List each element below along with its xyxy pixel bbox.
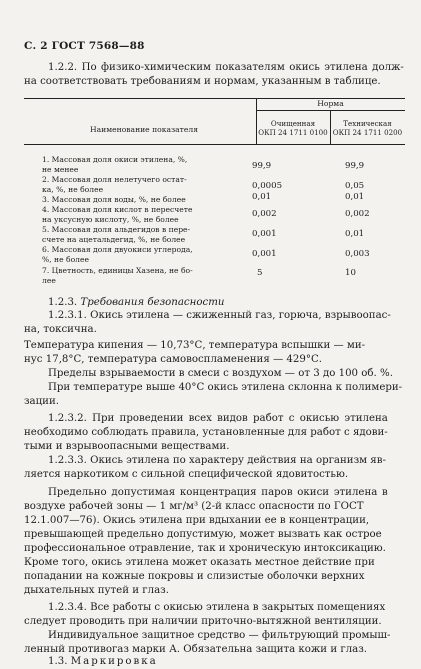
column-header-purified <box>256 120 330 137</box>
table-row-label: 1. Массовая доля окиси этилена, %, не менее <box>42 155 188 174</box>
para-1-2-3-2-line-2: необходимо соблюдать правила, установленные для работ с ядови- <box>24 427 388 438</box>
table-cell-purified: 0,01 <box>252 192 272 202</box>
pdk-line-5: профессиональное отравление, так и хроническую интоксикацию. <box>24 543 386 554</box>
column-header-norm: Норма <box>317 99 344 108</box>
table-row-label: 4. Массовая доля кислот в пересчете на уксусную кислоту, %, не более <box>42 205 193 224</box>
table-cell-purified: 0,001 <box>252 229 277 239</box>
para-1-2-3-2-line-1: 1.2.3.2. При проведении всех видов работ с окисью этилена <box>48 413 388 424</box>
table-row-label: 2. Массовая доля нелетучего остат- ка, %, не более <box>42 175 187 194</box>
polymer-line-1: При температуре выше 40°С окись этилена склонна к полимери- <box>48 382 403 393</box>
para-1-2-3-3-line-1: 1.2.3.3. Окись этилена по характеру действия на организм яв- <box>48 455 386 466</box>
table-row-label: 5. Массовая доля альдегидов в пере- счете на ацетальдегид, %, не более <box>42 225 191 244</box>
table-cell-purified: 99,9 <box>252 161 272 171</box>
purified-label: Очищенная <box>270 119 316 128</box>
para-1-2-3-4-line-1: 1.2.3.4. Все работы с окисью этилена в закрытых помещениях <box>48 602 386 613</box>
table-cell-purified: 5 <box>257 268 263 278</box>
table-cell-technical: 0,05 <box>345 181 365 191</box>
temps-line-2: нус 17,8°С, температура самовоспламенения — 429°С. <box>24 354 323 365</box>
polymer-line-2: зации. <box>24 396 59 407</box>
pdk-line-8: дыхательных путей и глаз. <box>24 585 169 596</box>
table-row-label: 6. Массовая доля двуокиси углерода, %, не более <box>42 245 193 264</box>
table-cell-technical: 0,002 <box>345 209 370 219</box>
technical-okp: ОКП 24 1711 0200 <box>332 127 403 137</box>
table-head-rule <box>24 144 405 145</box>
norms-table <box>24 98 405 285</box>
table-cell-technical: 0,01 <box>345 192 365 202</box>
ppe-line-1: Индивидуальное защитное средство — фильтрующий промыш- <box>48 630 391 641</box>
section-1-2-3-title: 1.2.3. Требования безопасности <box>48 297 225 308</box>
pdk-line-2: воздухе рабочей зоны — 1 мг/м³ (2-й класс опасности по ГОСТ <box>24 501 364 512</box>
purified-okp: ОКП 24 1711 0100 <box>258 127 328 137</box>
technical-label: Техническая <box>343 119 392 128</box>
column-header-name: Наименование показателя <box>90 125 198 134</box>
section-1-3-title: 1.3. Маркировка <box>48 656 158 667</box>
intro-line-1: 1.2.2. По физико-химическим показателям окись этилена долж- <box>48 62 404 73</box>
pdk-line-3: 12.1.007—76). Окись этилена при вдыхании ее в концентрации, <box>24 515 370 526</box>
table-cell-purified: 0,001 <box>252 249 277 259</box>
table-cell-technical: 99,9 <box>345 161 365 171</box>
para-1-2-3-1-line-2: на, токсична. <box>24 324 97 335</box>
para-1-2-3-2-line-3: тыми и взрывоопасными веществами. <box>24 441 230 452</box>
pdk-line-1: Предельно допустимая концентрация паров окиси этилена в <box>48 487 388 498</box>
table-top-rule <box>24 98 405 99</box>
temps-line-1: Температура кипения — 10,73°С, температура вспышки — ми- <box>24 340 366 351</box>
page-header: С. 2 ГОСТ 7568—88 <box>24 40 145 52</box>
pdk-line-4: превышающей предельно допустимую, может вызвать как острое <box>24 529 382 540</box>
para-1-2-3-3-line-2: ляется наркотиком с сильной специфической ядовитостью. <box>24 469 349 480</box>
table-row-label: 7. Цветность, единицы Хазена, не бо- лее <box>42 266 193 285</box>
para-1-2-3-1-line-1: 1.2.3.1. Окись этилена — сжиженный газ, горюча, взрывоопас- <box>48 310 391 321</box>
explosion-limits: Пределы взрываемости в смеси с воздухом — от 3 до 100 об. %. <box>48 368 393 379</box>
table-cell-purified: 0,0005 <box>252 181 283 191</box>
para-1-2-3-4-line-2: следует проводить при наличии приточно-вытяжной вентиляции. <box>24 616 382 627</box>
table-cell-technical: 0,01 <box>345 229 365 239</box>
table-cell-purified: 0,002 <box>252 209 277 219</box>
intro-line-2: на соответствовать требованиям и нормам, указанным в таблице. <box>24 76 381 87</box>
table-cell-technical: 0,003 <box>345 249 370 259</box>
pdk-line-7: попадании на кожные покровы и слизистые оболочки верхних <box>24 571 365 582</box>
pdk-line-6: Кроме того, окись этилена может оказать местное действие при <box>24 557 375 568</box>
column-header-technical <box>330 120 405 137</box>
table-cell-technical: 10 <box>345 268 356 278</box>
ppe-line-2: ленный противогаз марки А. Обязательна защита кожи и глаз. <box>24 644 368 655</box>
table-row-label: 3. Массовая доля воды, %, не более <box>42 195 186 204</box>
